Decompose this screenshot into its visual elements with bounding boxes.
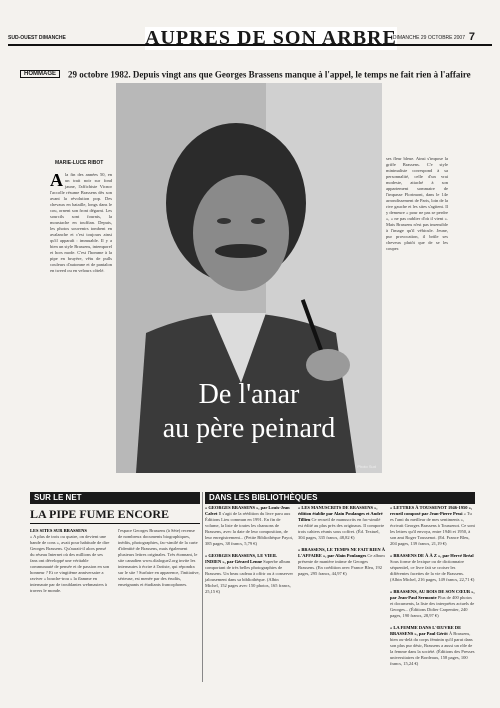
net-column-1: [30, 528, 110, 594]
book-entry: [205, 505, 293, 547]
photo-overlay-title: [116, 378, 382, 446]
article-right-column: [386, 156, 448, 474]
dropcap: A: [50, 172, 63, 190]
library-column-3: [390, 505, 475, 673]
tagline-text: 29 octobre 1982. Depuis vingt ans que Georges Brassens manque à l'appel, le temps ne fait rien à l'affaire: [68, 69, 471, 80]
column-divider: [202, 492, 203, 682]
header-rule: [8, 44, 492, 46]
author-byline: MARIE-LUCE RIBOT: [55, 160, 104, 166]
book-text: À Brassens, bien ou-delà du corps féminin qu'il parut dans son plus pur désir, Brassens a aussi un rôle de la femme dans la société. (Éditions des Presses universitaires de Bordeaux, 158 pages, 100 francs, 15,24 €): [390, 631, 475, 666]
net-headline-rule: [30, 523, 200, 524]
book-title: « BRASSENS, LE TEMPS NE FAIT RIEN À L'AFFAIRE », par Alain Poulanges: [298, 547, 386, 558]
article-tagline: [20, 65, 490, 83]
book-text: Il s'agit de la réédition du livre paru aux Éditions Lieu commun en 1991. En fin de volume, la liste de toutes les chansons de Brassens, avec la date de leur composition, de leur enregistrement... (Petite Bibliothèque Payot, 385 pages, 38 francs, 5,79 €): [205, 511, 293, 546]
book-text: Sous forme de lexique ou de dictionnaire séquentiel, ce livre fait se croiser les différentes facettes de la vie de Brassens. (Albin Michel, 216 pages, 149 francs, 22,71 €): [390, 559, 475, 582]
newspaper-name: SUD-OUEST DIMANCHE: [8, 35, 66, 41]
page-header: [0, 0, 500, 49]
book-text: Ce album présente de manière intime de Georges Brassens. (En coédition avec France Bleu, 192 pages, 295 francs, 44,97 €): [298, 553, 385, 576]
library-column-2: [298, 505, 386, 583]
book-entry: [390, 505, 475, 547]
net-column-text: l'espace Georges Brassens (à Sète) recense de nombreux documents biographiques, inédits, photographies, fac-similé de la carte d'identité de Brassens, mais également plusieurs lettres originales. Très étonnant, le site canadien www.dialogue2.org invite les internautes à écrire à l'artiste, qui répondra sur le site ! Surfaire en apparence, l'initiative, sérieuse, est menée par des érudits, enseignants et étudiants francophones.: [118, 528, 200, 587]
photo-title-line-1: De l'anar: [198, 379, 300, 410]
portrait-photo: [116, 83, 382, 473]
book-title: « LES MANUSCRITS DE BRASSENS », édition établie par Alain Poulanges et André Tillieu: [298, 505, 383, 522]
book-entry: [390, 625, 475, 667]
book-entry: [390, 553, 475, 583]
article-left-column: [50, 172, 112, 472]
page-number: 7: [468, 31, 475, 43]
book-title: « LETTRES À TOUSSENOT 1946-1950 », recueil composé par Jean-Pierre Pessi: [390, 505, 473, 516]
net-column-title: LES SITES SUR BRASSENS: [30, 528, 87, 533]
book-text: Ce recueil de manuscrits en fac-similé est édité au plus près des originaux. Il comporte trois cahiers réunis sous coffret. (Éd. Textuel, 304 pages, 335 francs, 48,82 €): [298, 517, 385, 540]
right-column-text: ses fleur bleue. Ainsi s'impose la griffe Brassens. C'e style minimaliste correspond à sa personnalité, celle d'un vrai modeste, attaché à son appartement sommaire de l'impasse Florimont, dans le 14e arrondissement de Paris, loin de la rive gauche et les sites s'agitent. Il y demeure « pour ne pas se perdre », « ne pas oublier d'où il vient ». Mais Brassens n'est pas insensible à l'image qu'il véhicule. Jeune, pur provocation, il brûle ses cheveux plutôt que de se les couper.: [386, 156, 448, 251]
book-title: « LA FEMME DANS L'ŒUVRE DE BRASSENS », par Paul Gérôt: [390, 625, 462, 636]
book-entry: [205, 553, 293, 595]
issue-date: DIMANCHE 29 OCTOBRE 2007: [392, 35, 465, 41]
page-title: AUPRES DE SON ARBRE: [145, 27, 397, 49]
section-bar-net: SUR LE NET: [30, 492, 200, 504]
net-column-2: [118, 528, 200, 588]
book-title: « GEORGES BRASSENS », par Louis-Jean Calvet: [205, 505, 290, 516]
net-column-text: « A plus de trois ou quatre, on devient une bande de cons », avait pour habitude de dire Georges Brassens. Qu'aurait-il alors pensé du réseau Internet où des millions de ses fans ont développé une véritable communauté de pensée et de passion en son honneur ? Et ce vingtième anniversaire a raviver « bouche-trou » la flamme en internaute par de troublantes webmasters à travers le monde.: [30, 534, 110, 593]
photo-credit: Photo Sud: [357, 464, 376, 469]
photo-title-line-2: au père peinard: [162, 413, 336, 444]
book-text: « Tu es l'ami du meilleur de mes sentiments », écrivait Georges Brassens à Toussenot. Ce sont les lettres qu'il envoya, entre 1946 et 1950, à son ami Roger Toussenot. (Ed. France Bleu, 204 pages, 139 francs, 21,19 €): [390, 511, 475, 546]
kicker-label: HOMMAGE: [20, 70, 60, 78]
book-title: « BRASSENS, AU BOIS DE SON CŒUR », par Jean-Paul Sermonte: [390, 589, 475, 600]
book-entry: [390, 589, 475, 619]
book-text: Superbe album comportant de très belles photographies de Brassens. Un beau cadeau à offrir ou à conserver jalousement dans sa bibliothèque. (Albin Michel, 152 pages avec 150 photos, 165 francs, 25,15 €): [205, 559, 294, 594]
book-title: « GEORGES BRASSENS, LE VIEIL INDIEN », par Gérard Lenne: [205, 553, 277, 564]
book-entry: [298, 505, 386, 541]
book-entry: [298, 547, 386, 577]
book-title: « BRASSENS DE À À Z », par Hervé Bréal: [390, 553, 474, 558]
library-column-1: [205, 505, 293, 601]
left-column-text: la fin des années 50, en un trait noir sur fond jaune, l'affichiste Vicnor l'accolle résume Brassens dès son avant la révolution pop. Des chevaux en bataille, longs dans le cou, ornent son front dégarni. Les sourcils sont fournis, la moustache en touffian. Depuis, les photos souvenirs tombent en avalanche et c'est toujours ainsi qu'il apparaît : immuable. Il y a bien un style Brassens, intemporel et hors mode. C'est l'homme à la pipe en bruyère, vêtu de pulls couleurs d'automne et de pantalon en tweed ou en velours côtelé.: [50, 172, 112, 273]
net-headline: LA PIPE FUME ENCORE: [30, 507, 170, 521]
book-text: Plus de 400 photos et documents, la liste des interprètes actuels de Georges... (Éditions Didier Carpentier, 240 pages, 190 francs, 28,97 €): [390, 595, 475, 618]
section-bar-libraries: DANS LES BIBLIOTHÈQUES: [205, 492, 475, 504]
